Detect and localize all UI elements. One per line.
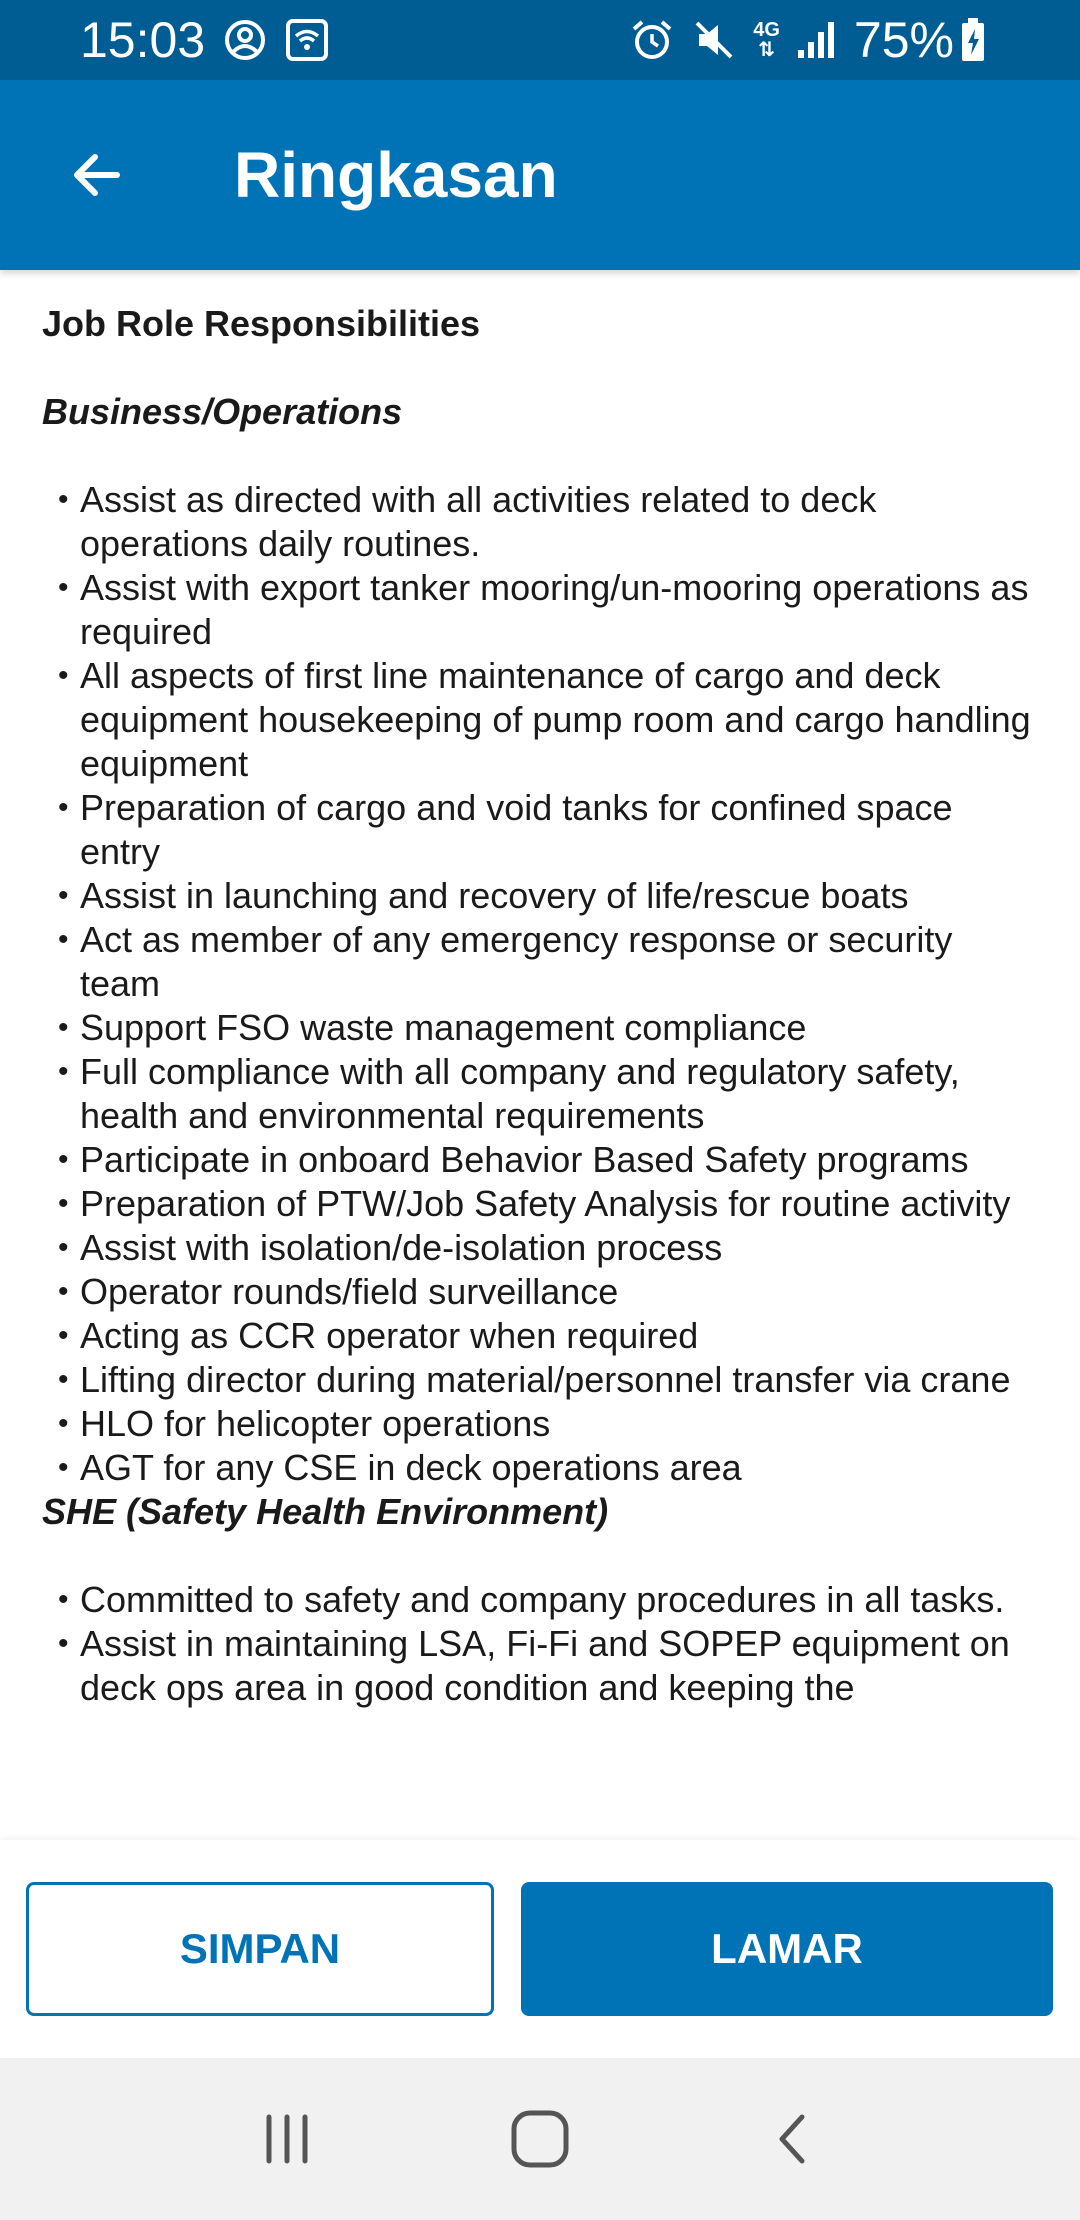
list-item: • Assist with isolation/de-isolation process [60, 1226, 1040, 1270]
status-left [80, 11, 329, 69]
system-nav-bar [0, 2058, 1080, 2220]
nav-back-button[interactable] [733, 2079, 853, 2199]
list-item: • Assist in launching and recovery of life/rescue boats [60, 874, 1040, 918]
job-description-content[interactable] [0, 270, 1080, 1840]
status-right [629, 11, 1002, 69]
back-icon [768, 2109, 818, 2169]
list-item: • Preparation of cargo and void tanks for confined space entry [60, 786, 1040, 874]
list-item: • HLO for helicopter operations [60, 1402, 1040, 1446]
back-button[interactable] [40, 120, 150, 230]
list-item: • Assist in maintaining LSA, Fi-Fi and SOPEP equipment on deck ops area in good condition and keeping the [60, 1622, 1040, 1710]
save-button[interactable]: SIMPAN [26, 1882, 494, 2016]
list-item: • Acting as CCR operator when required [60, 1314, 1040, 1358]
signal-icon [796, 20, 838, 60]
list-item: • AGT for any CSE in deck operations area [60, 1446, 1040, 1490]
network-4g-icon: 4G ⇅ [753, 19, 780, 61]
list-item: • Preparation of PTW/Job Safety Analysis for routine activity [60, 1182, 1040, 1226]
page-title: Ringkasan [234, 139, 558, 211]
list-item: • Assist as directed with all activities related to deck operations daily routines. [60, 478, 1040, 566]
battery-charging-icon [960, 17, 986, 63]
status-time: 15:03 [80, 12, 206, 68]
bottom-action-bar [0, 1840, 1080, 2058]
list-item: • Support FSO waste management compliance [60, 1006, 1040, 1050]
business-operations-list [60, 478, 1040, 1490]
list-item: • All aspects of first line maintenance of cargo and deck equipment housekeeping of pump room and cargo handling equipment [60, 654, 1040, 786]
battery-percent: 75% [853, 12, 954, 68]
list-item: • Lifting director during material/personnel transfer via crane [60, 1358, 1040, 1402]
list-item: • Committed to safety and company procedures in all tasks. [60, 1578, 1040, 1622]
list-item: • Assist with export tanker mooring/un-mooring operations as required [60, 566, 1040, 654]
recent-apps-icon [257, 2109, 317, 2169]
status-bar [0, 0, 1080, 80]
home-icon [508, 2107, 572, 2171]
list-item: • Participate in onboard Behavior Based Safety programs [60, 1138, 1040, 1182]
account-circle-icon [223, 18, 267, 62]
list-item: • Full compliance with all company and regulatory safety, health and environmental requirements [60, 1050, 1040, 1138]
mute-icon [691, 17, 737, 63]
list-item: • Operator rounds/field surveillance [60, 1270, 1040, 1314]
wifi-calling-icon [285, 18, 329, 62]
home-button[interactable] [480, 2079, 600, 2199]
app-bar [0, 80, 1080, 270]
apply-button[interactable]: LAMAR [521, 1882, 1053, 2016]
network-type-label: 4G [753, 19, 780, 41]
recent-apps-button[interactable] [227, 2079, 347, 2199]
arrow-left-icon [65, 145, 125, 205]
subheading-she: SHE (Safety Health Environment) [42, 1491, 609, 1532]
alarm-icon [629, 17, 675, 63]
she-list [60, 1578, 1040, 1710]
subheading-business-operations: Business/Operations [42, 391, 403, 432]
list-item: • Act as member of any emergency response or security team [60, 918, 1040, 1006]
section-heading: Job Role Responsibilities [42, 303, 481, 344]
